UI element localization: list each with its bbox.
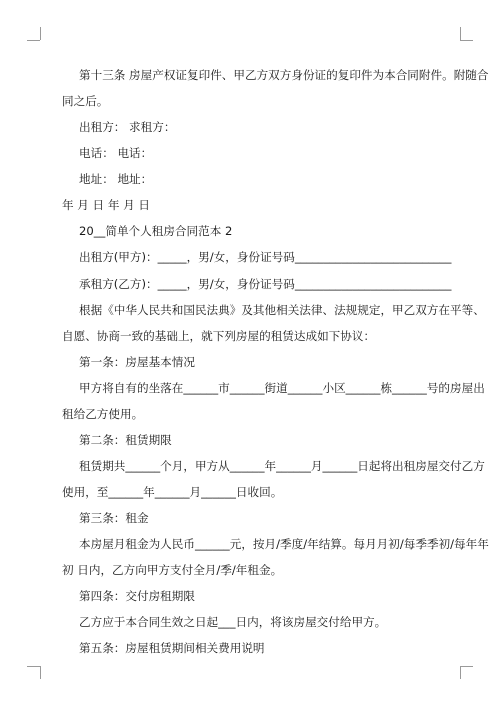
clause-13-text: 第十三条 房屋产权证复印件、甲乙方双方身份证的复印件为本合同附件。附随合 (79, 68, 489, 82)
crop-mark-bottom-right-h (460, 666, 473, 667)
crop-mark-top-left-h (27, 40, 40, 41)
article-2-text: 租赁期共______个月，甲方从______年______月______日起将出租房屋交付乙方 (79, 459, 485, 473)
crop-mark-top-right-h (460, 40, 473, 41)
signature-party-label: 出租方： 求租方： (79, 120, 176, 134)
crop-mark-bottom-left-h (27, 666, 40, 667)
crop-mark-top-left-v (40, 27, 41, 40)
article-3-text-cont: 初 日内，乙方向甲方支付全月/季/年租金。 (62, 563, 283, 577)
preamble-text: 根据《中华人民共和国民法典》及其他相关法律、法规规定，甲乙双方在平等、 (79, 303, 485, 317)
signature-address-label: 地址： 地址： (79, 172, 153, 186)
crop-mark-bottom-left-v (40, 666, 41, 679)
article-2-heading: 第二条：租赁期限 (79, 433, 172, 447)
lessor-info: 出租方(甲方)：_____，男/女，身份证号码___________________________ (79, 250, 452, 264)
article-1-text-cont: 租给乙方使用。 (62, 407, 144, 421)
article-1-heading: 第一条：房屋基本情况 (79, 355, 195, 369)
preamble-text-cont: 自愿、协商一致的基础上，就下列房屋的租赁达成如下协议： (62, 329, 376, 343)
article-2-text-cont: 使用，至______年______月______日收回。 (62, 485, 283, 499)
clause-13-text-cont: 同之后。 (62, 94, 109, 108)
crop-mark-bottom-right-v (460, 666, 461, 679)
article-3-heading: 第三条：租金 (79, 511, 149, 525)
crop-mark-top-right-v (460, 27, 461, 40)
article-4-heading: 第四条：交付房租期限 (79, 589, 195, 603)
signature-date-label: 年 月 日 年 月 日 (62, 198, 150, 212)
signature-phone-label: 电话： 电话： (79, 146, 153, 160)
article-5-heading: 第五条：房屋租赁期间相关费用说明 (79, 641, 265, 655)
article-1-text: 甲方将自有的坐落在______市______街道______小区______栋______号的房屋出 (79, 381, 485, 395)
article-3-text: 本房屋月租金为人民币______元，按月/季度/年结算。每月月初/每季季初/每年年 (79, 537, 489, 551)
lessee-info: 承租方(乙方)：_____，男/女，身份证号码___________________________ (79, 277, 452, 291)
section-title: 20__简单个人租房合同范本 2 (79, 224, 233, 238)
article-4-text: 乙方应于本合同生效之日起___日内，将该房屋交付给甲方。 (79, 615, 387, 629)
